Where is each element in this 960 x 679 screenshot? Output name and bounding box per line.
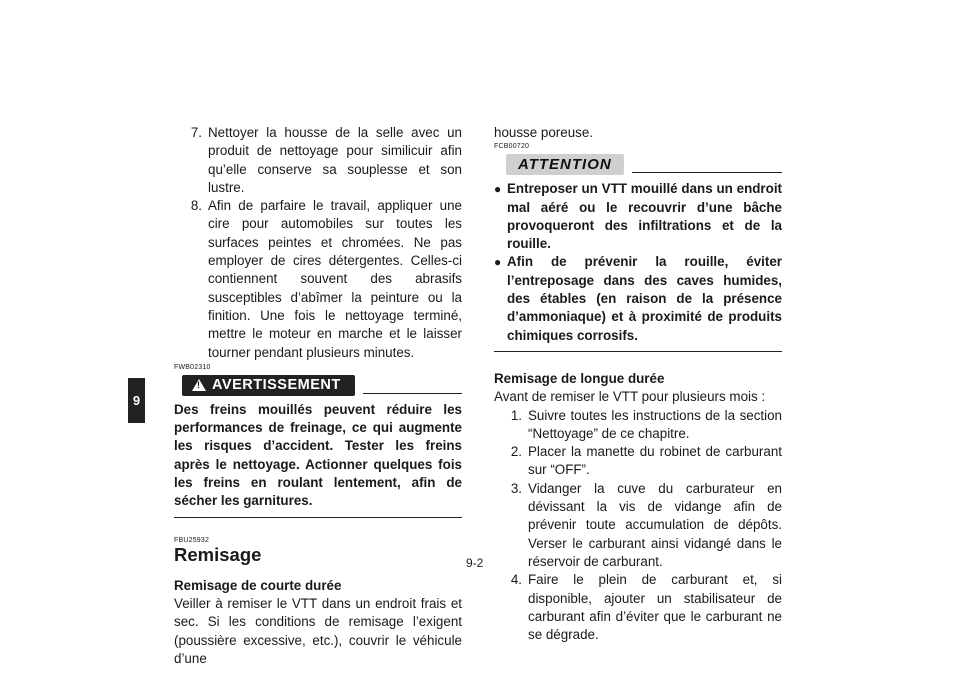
left-column [174, 124, 462, 668]
bullet-item [494, 253, 782, 344]
bullet-text: Afin de prévenir la rouille, éviter l’entreposage dans des caves humides, des étables (en raison de la présence d’ammoniaque) et à proximité de produits chimiques corrosifs. [507, 254, 782, 343]
list-item-number: 7. [190, 125, 202, 140]
warning-label: AVERTISSEMENT [212, 377, 341, 394]
continuation-text: housse poreuse. [494, 125, 594, 140]
bullet-text: Entreposer un VTT mouillé dans un endroit mal aéré ou le recouvrir d’une bâche provoqueront des infiltrations et de la rouille. [507, 181, 782, 252]
chapter-tab [128, 378, 145, 423]
warning-code: FWB02310 [174, 363, 211, 371]
list-item-text: Faire le plein de carburant et, si disponible, ajouter un stabilisateur de carburant afin d’éviter que le carburant ne se dégrade. [528, 572, 782, 643]
list-item [494, 407, 782, 444]
section-title: Remisage [174, 543, 262, 565]
warning-header [174, 374, 462, 396]
list-item-text: Afin de parfaire le travail, appliquer une cire pour automobiles sur toutes les surfaces peintes et chromées. Ne pas employer de cires détergentes. Celles-ci contiennent souvent des abrasifs susceptibles d’abîmer la peinture ou la finition. Une fois le nettoyage terminé, mettre le moteur en marche et le laisser tourner pendant plusieurs minutes. [208, 198, 462, 360]
bullet-icon: ● [494, 182, 502, 197]
list-item [174, 124, 462, 197]
attention-code: FCB00720 [494, 143, 530, 151]
subsection-title-short: Remisage de courte durée [174, 577, 342, 593]
subsection-title-long: Remisage de longue durée [494, 370, 665, 386]
warning-rule [363, 393, 462, 394]
warning-text: Des freins mouillés peuvent réduire les performances de freinage, ce qui augmente les risques d’accident. Tester les freins après le nettoyage. Actionner quelques fois les freins en roulant lentement, afin de sécher les garnitures. [174, 401, 462, 518]
list-item [494, 571, 782, 644]
list-item-text: Placer la manette du robinet de carburant sur “OFF”. [528, 444, 782, 478]
list-item-number: 8. [190, 198, 202, 214]
list-item-text: Suivre toutes les instructions de la section “Nettoyage” de ce chapitre. [528, 407, 782, 441]
attention-badge [506, 154, 624, 175]
list-item-number: 2. [510, 444, 522, 460]
attention-label: ATTENTION [518, 155, 612, 173]
section-code: FBU25932 [174, 536, 210, 544]
page-number: 9-2 [466, 556, 484, 570]
warning-triangle-icon: ! [192, 379, 206, 391]
list-item [494, 480, 782, 571]
attention-rule [632, 172, 782, 173]
bullet-icon: ● [494, 255, 502, 270]
right-column [494, 124, 782, 644]
list-item [494, 443, 782, 480]
warning-badge [182, 375, 355, 396]
long-storage-intro: Avant de remiser le VTT pour plusieurs mois : [494, 389, 766, 405]
short-storage-text: Veiller à remiser le VTT dans un endroit frais et sec. Si les conditions de remisage l’exigent (poussière excessive, etc.), couvrir le véhicule d’une [174, 595, 462, 666]
list-item-number: 3. [510, 480, 522, 496]
list-item-number: 1. [510, 407, 522, 423]
chapter-tab-number: 9 [132, 393, 141, 408]
list-item-text: Vidanger la cuve du carburateur en dévissant la vis de vidange afin de prévenir toute accumulation de dépôts. Verser le carburant ainsi vidangé dans le réservoir de carburant. [528, 480, 782, 569]
bullet-item [494, 180, 782, 253]
list-item-text: Nettoyer la housse de la selle avec un produit de nettoyage pour similicuir afin qu’elle conserve sa souplesse et son lustre. [208, 125, 462, 195]
attention-block [494, 180, 782, 352]
attention-header [494, 153, 782, 175]
list-item-number: 4. [510, 572, 522, 588]
list-item [174, 197, 462, 362]
